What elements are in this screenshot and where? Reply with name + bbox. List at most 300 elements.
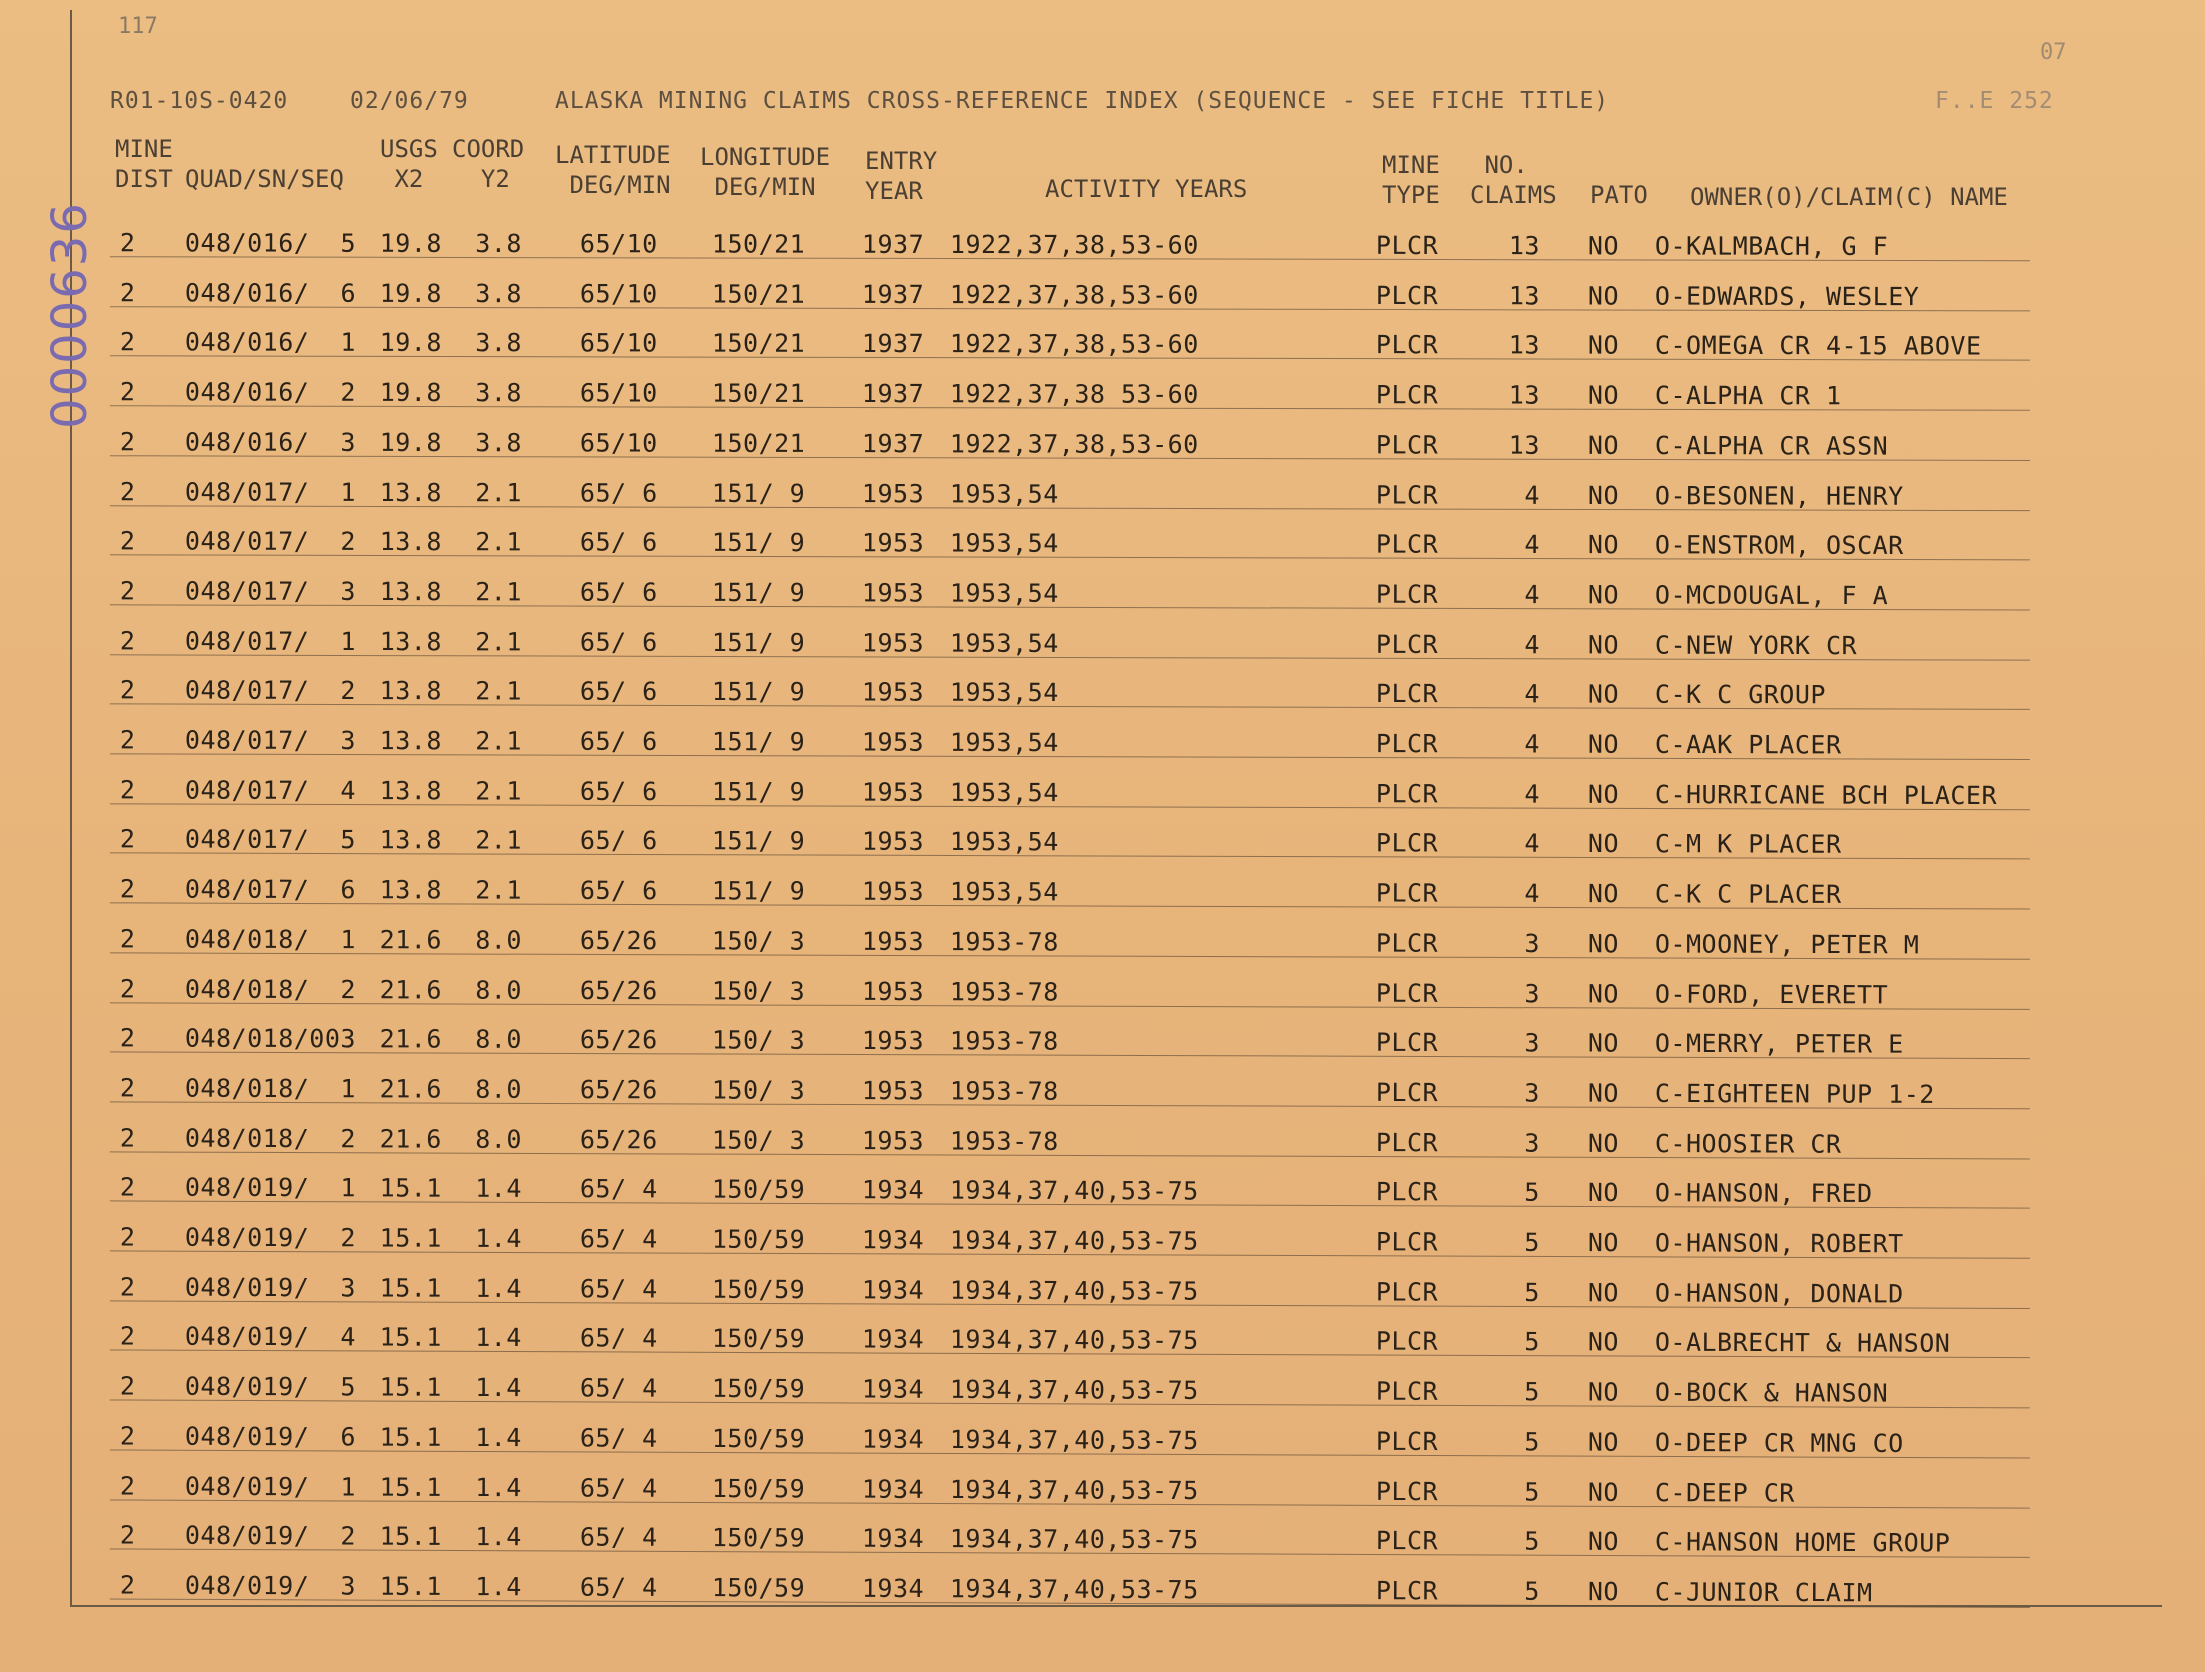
cell-lat: 65/ 6 bbox=[579, 826, 658, 856]
cell-lat: 65/ 4 bbox=[579, 1174, 658, 1204]
cell-y2: 8.0 bbox=[475, 1074, 522, 1104]
cell-act: 1953-78 bbox=[949, 1126, 1059, 1156]
cell-lon: 151/ 9 bbox=[711, 826, 806, 856]
cell-pato: NO bbox=[1587, 1277, 1620, 1308]
table-row bbox=[0, 1013, 2205, 1070]
table-row bbox=[0, 1361, 2205, 1419]
cell-x2: 21.6 bbox=[379, 1123, 442, 1154]
col-entry-year: ENTRY YEAR bbox=[865, 147, 938, 205]
cell-pato: NO bbox=[1587, 929, 1620, 959]
cell-lon: 150/21 bbox=[711, 229, 806, 259]
table-row bbox=[0, 367, 2205, 421]
table-row bbox=[0, 1510, 2205, 1569]
cell-quad: 048/017/ 2 bbox=[184, 526, 357, 557]
cell-type: PLCR bbox=[1375, 1177, 1439, 1207]
cell-claims: 5 bbox=[1524, 1377, 1540, 1407]
cell-owner: C-ALPHA CR 1 bbox=[1654, 380, 1842, 411]
cell-dist: 2 bbox=[119, 1222, 136, 1252]
cell-claims: 3 bbox=[1524, 1078, 1540, 1108]
cell-pato: NO bbox=[1587, 580, 1620, 610]
cell-year: 1953 bbox=[861, 578, 925, 608]
cell-owner: O-BESONEN, HENRY bbox=[1654, 480, 1904, 511]
cell-lon: 150/59 bbox=[711, 1423, 806, 1454]
cell-lon: 150/21 bbox=[711, 329, 806, 359]
cell-year: 1953 bbox=[861, 478, 925, 508]
cell-pato: NO bbox=[1587, 630, 1620, 660]
table-row bbox=[0, 715, 2205, 771]
table-row bbox=[0, 566, 2205, 621]
col-mine-dist: MINE DIST bbox=[115, 135, 173, 193]
cell-lat: 65/ 4 bbox=[579, 1323, 658, 1354]
cell-lat: 65/26 bbox=[579, 1025, 658, 1055]
cell-act: 1922,37,38 53-60 bbox=[949, 379, 1199, 409]
cell-claims: 4 bbox=[1524, 729, 1540, 759]
cell-owner: O-ALBRECHT & HANSON bbox=[1654, 1328, 1951, 1359]
cell-x2: 13.8 bbox=[379, 576, 442, 607]
cell-act: 1922,37,38,53-60 bbox=[949, 329, 1199, 360]
col-pato: PATO bbox=[1590, 181, 1648, 209]
cell-act: 1953,54 bbox=[949, 877, 1059, 907]
cell-year: 1953 bbox=[861, 926, 925, 956]
fiche-stamp: 0000636 bbox=[42, 201, 98, 429]
cell-dist: 2 bbox=[119, 476, 136, 506]
table-row bbox=[0, 914, 2205, 970]
cell-x2: 13.8 bbox=[379, 676, 442, 706]
cell-type: PLCR bbox=[1375, 1526, 1439, 1556]
cell-quad: 048/017/ 6 bbox=[184, 874, 357, 905]
cell-type: PLCR bbox=[1375, 1426, 1439, 1456]
table-row bbox=[0, 268, 2205, 322]
cell-x2: 19.8 bbox=[379, 278, 442, 308]
cell-x2: 21.6 bbox=[379, 1024, 442, 1054]
table-row bbox=[0, 1411, 2205, 1469]
cell-owner: O-MCDOUGAL, F A bbox=[1654, 580, 1889, 610]
cell-owner: O-HANSON, FRED bbox=[1654, 1178, 1873, 1209]
cell-type: PLCR bbox=[1375, 828, 1439, 858]
cell-year: 1953 bbox=[861, 1125, 925, 1155]
cell-pato: NO bbox=[1587, 1228, 1620, 1258]
cell-lat: 65/10 bbox=[579, 278, 658, 309]
cell-owner: C-OMEGA CR 4-15 ABOVE bbox=[1654, 331, 1982, 361]
cell-quad: 048/017/ 3 bbox=[184, 576, 357, 606]
cell-pato: NO bbox=[1587, 1427, 1620, 1457]
cell-x2: 15.1 bbox=[379, 1322, 442, 1353]
cell-type: PLCR bbox=[1375, 928, 1439, 958]
cell-owner: C-HANSON HOME GROUP bbox=[1654, 1527, 1951, 1558]
cell-y2: 1.4 bbox=[475, 1174, 522, 1204]
cell-dist: 2 bbox=[119, 576, 136, 606]
cell-act: 1934,37,40,53-75 bbox=[949, 1524, 1199, 1555]
cell-owner: O-HANSON, ROBERT bbox=[1654, 1228, 1904, 1259]
cell-claims: 5 bbox=[1524, 1427, 1540, 1457]
cell-act: 1953,54 bbox=[949, 727, 1059, 758]
cell-lon: 150/59 bbox=[711, 1174, 806, 1205]
cell-x2: 19.8 bbox=[379, 427, 442, 457]
cell-pato: NO bbox=[1587, 281, 1620, 311]
table-row bbox=[0, 317, 2205, 371]
cell-pato: NO bbox=[1587, 480, 1620, 510]
cell-owner: C-M K PLACER bbox=[1654, 829, 1842, 860]
cell-y2: 2.1 bbox=[475, 776, 522, 806]
cell-x2: 13.8 bbox=[379, 626, 442, 656]
cell-type: PLCR bbox=[1375, 1476, 1439, 1506]
cell-y2: 1.4 bbox=[475, 1323, 522, 1353]
cell-lon: 150/59 bbox=[711, 1374, 806, 1404]
cell-act: 1922,37,38,53-60 bbox=[949, 229, 1199, 260]
cell-year: 1934 bbox=[861, 1324, 925, 1355]
cell-quad: 048/019/ 3 bbox=[184, 1272, 357, 1303]
cell-act: 1953,54 bbox=[949, 827, 1059, 857]
cell-type: PLCR bbox=[1375, 778, 1439, 809]
cell-lon: 150/59 bbox=[711, 1324, 806, 1354]
cell-act: 1934,37,40,53-75 bbox=[949, 1275, 1199, 1306]
cell-type: PLCR bbox=[1375, 1027, 1439, 1058]
cell-claims: 13 bbox=[1508, 430, 1540, 460]
cell-lon: 151/ 9 bbox=[711, 627, 806, 657]
cell-x2: 15.1 bbox=[379, 1472, 442, 1502]
cell-lat: 65/ 6 bbox=[579, 875, 658, 906]
cell-quad: 048/018/ 1 bbox=[184, 924, 357, 954]
cell-lat: 65/ 4 bbox=[579, 1472, 658, 1503]
cell-lat: 65/10 bbox=[579, 328, 658, 358]
cell-x2: 15.1 bbox=[379, 1223, 442, 1253]
cell-claims: 4 bbox=[1524, 629, 1540, 659]
cell-owner: C-HOOSIER CR bbox=[1654, 1128, 1842, 1159]
cell-claims: 13 bbox=[1508, 330, 1540, 360]
cell-lat: 65/ 4 bbox=[579, 1273, 658, 1304]
cell-quad: 048/016/ 5 bbox=[184, 228, 357, 258]
cell-x2: 15.1 bbox=[379, 1372, 442, 1402]
cell-type: PLCR bbox=[1375, 529, 1439, 559]
table-row bbox=[0, 1560, 2205, 1619]
cell-x2: 19.8 bbox=[379, 328, 442, 358]
cell-type: PLCR bbox=[1375, 978, 1439, 1008]
cell-type: PLCR bbox=[1375, 1077, 1439, 1108]
cell-x2: 13.8 bbox=[379, 875, 442, 905]
cell-y2: 2.1 bbox=[475, 825, 522, 856]
cell-owner: O-ENSTROM, OSCAR bbox=[1654, 530, 1904, 561]
cell-act: 1953,54 bbox=[949, 777, 1059, 807]
cell-x2: 15.1 bbox=[379, 1273, 442, 1303]
cell-act: 1953-78 bbox=[949, 926, 1059, 957]
cell-quad: 048/019/ 1 bbox=[184, 1471, 357, 1502]
cell-lon: 150/ 3 bbox=[711, 1125, 806, 1155]
cell-pato: NO bbox=[1587, 1527, 1620, 1557]
cell-owner: C-ALPHA CR ASSN bbox=[1654, 430, 1889, 461]
cell-pato: NO bbox=[1587, 978, 1620, 1009]
cell-year: 1934 bbox=[861, 1523, 925, 1554]
cell-lon: 150/ 3 bbox=[711, 1075, 806, 1105]
cell-claims: 4 bbox=[1524, 829, 1540, 859]
cell-lon: 150/ 3 bbox=[711, 926, 806, 956]
cell-type: PLCR bbox=[1375, 1576, 1439, 1606]
cell-dist: 2 bbox=[119, 377, 136, 407]
cell-dist: 2 bbox=[119, 1272, 136, 1302]
cell-lat: 65/26 bbox=[579, 975, 658, 1005]
cell-lat: 65/26 bbox=[579, 925, 658, 955]
cell-pato: NO bbox=[1587, 430, 1620, 460]
cell-claims: 3 bbox=[1524, 1128, 1540, 1158]
table-row bbox=[0, 1162, 2205, 1219]
cell-owner: O-MOONEY, PETER M bbox=[1654, 929, 1920, 960]
cell-act: 1934,37,40,53-75 bbox=[949, 1424, 1199, 1455]
cell-y2: 8.0 bbox=[475, 975, 522, 1005]
cell-lon: 150/59 bbox=[711, 1573, 806, 1603]
cell-pato: NO bbox=[1587, 1128, 1620, 1158]
cell-act: 1922,37,38,53-60 bbox=[949, 429, 1199, 459]
cell-y2: 2.1 bbox=[475, 676, 522, 706]
cell-pato: NO bbox=[1587, 1377, 1620, 1407]
report-title: ALASKA MINING CLAIMS CROSS-REFERENCE INDEX (SEQUENCE - SEE FICHE TITLE) bbox=[555, 88, 1610, 114]
cell-claims: 4 bbox=[1524, 480, 1540, 510]
cell-lon: 151/ 9 bbox=[711, 528, 806, 558]
cell-quad: 048/016/ 2 bbox=[184, 377, 357, 407]
cell-lat: 65/10 bbox=[579, 229, 658, 259]
cell-dist: 2 bbox=[119, 1371, 136, 1401]
cell-year: 1953 bbox=[861, 1075, 925, 1106]
cell-lon: 150/21 bbox=[711, 378, 806, 408]
cell-dist: 2 bbox=[119, 327, 136, 357]
cell-type: PLCR bbox=[1375, 878, 1439, 908]
cell-act: 1953,54 bbox=[949, 528, 1059, 558]
cell-lon: 150/ 3 bbox=[711, 975, 806, 1006]
cell-quad: 048/019/ 6 bbox=[184, 1421, 357, 1452]
cell-year: 1937 bbox=[861, 329, 925, 359]
cell-type: PLCR bbox=[1375, 230, 1439, 261]
cell-act: 1953-78 bbox=[949, 1026, 1059, 1056]
cell-quad: 048/017/ 4 bbox=[184, 775, 357, 805]
cell-y2: 2.1 bbox=[475, 577, 522, 607]
table-row bbox=[0, 765, 2205, 821]
cell-lon: 151/ 9 bbox=[711, 677, 806, 707]
cell-year: 1953 bbox=[861, 727, 925, 757]
table-row bbox=[0, 1212, 2205, 1269]
cell-pato: NO bbox=[1587, 1028, 1620, 1058]
cell-year: 1937 bbox=[861, 379, 925, 409]
table-row bbox=[0, 1113, 2205, 1170]
cell-y2: 8.0 bbox=[475, 1024, 522, 1055]
cell-year: 1937 bbox=[861, 279, 925, 309]
cell-type: PLCR bbox=[1375, 679, 1439, 709]
cell-act: 1953-78 bbox=[949, 976, 1059, 1007]
cell-lon: 151/ 9 bbox=[711, 876, 806, 906]
cell-lat: 65/ 6 bbox=[579, 676, 658, 707]
cell-claims: 3 bbox=[1524, 928, 1540, 958]
cell-pato: NO bbox=[1587, 330, 1620, 361]
cell-x2: 21.6 bbox=[379, 974, 442, 1005]
cell-type: PLCR bbox=[1375, 1277, 1439, 1307]
cell-x2: 15.1 bbox=[379, 1521, 442, 1552]
report-id: R01-10S-0420 bbox=[110, 88, 289, 114]
cell-dist: 2 bbox=[119, 1073, 136, 1103]
cell-quad: 048/016/ 6 bbox=[184, 278, 357, 308]
col-longitude: LONGITUDE DEG/MIN bbox=[700, 143, 831, 201]
cell-dist: 2 bbox=[119, 228, 136, 258]
cell-pato: NO bbox=[1587, 829, 1620, 859]
cell-y2: 1.4 bbox=[475, 1422, 522, 1452]
cell-lat: 65/26 bbox=[579, 1124, 658, 1155]
cell-lon: 150/21 bbox=[711, 279, 806, 309]
cell-y2: 8.0 bbox=[475, 1124, 522, 1154]
cell-type: PLCR bbox=[1375, 330, 1439, 360]
cell-type: PLCR bbox=[1375, 1227, 1439, 1257]
cell-dist: 2 bbox=[119, 775, 136, 805]
cell-owner: C-K C PLACER bbox=[1654, 879, 1842, 910]
table-row bbox=[0, 616, 2205, 671]
cell-type: PLCR bbox=[1375, 629, 1439, 659]
cell-dist: 2 bbox=[119, 675, 136, 705]
cell-y2: 3.8 bbox=[475, 228, 522, 259]
cell-owner: O-BOCK & HANSON bbox=[1654, 1377, 1889, 1408]
cell-claims: 4 bbox=[1524, 879, 1540, 909]
col-x2: USGS X2 bbox=[380, 135, 438, 193]
cell-y2: 1.4 bbox=[475, 1373, 522, 1403]
cell-lon: 151/ 9 bbox=[711, 577, 806, 608]
cell-year: 1953 bbox=[861, 827, 925, 857]
cell-owner: O-KALMBACH, G F bbox=[1654, 231, 1889, 261]
cell-y2: 8.0 bbox=[475, 925, 522, 955]
cell-lon: 151/ 9 bbox=[711, 727, 806, 757]
cell-claims: 5 bbox=[1524, 1576, 1540, 1606]
cell-lat: 65/ 6 bbox=[579, 627, 658, 657]
cell-pato: NO bbox=[1587, 530, 1620, 560]
cell-claims: 5 bbox=[1524, 1277, 1540, 1307]
cell-type: PLCR bbox=[1375, 430, 1439, 460]
cell-dist: 2 bbox=[119, 1471, 136, 1501]
cell-owner: O-DEEP CR MNG CO bbox=[1654, 1427, 1904, 1458]
col-y2: COORD Y2 bbox=[452, 135, 525, 193]
cell-x2: 21.6 bbox=[379, 1074, 442, 1104]
cell-x2: 13.8 bbox=[379, 775, 442, 806]
cell-y2: 3.8 bbox=[475, 328, 522, 358]
table-row bbox=[0, 1262, 2205, 1320]
cell-type: PLCR bbox=[1375, 1127, 1439, 1157]
cell-claims: 4 bbox=[1524, 679, 1540, 709]
cell-lon: 150/ 3 bbox=[711, 1025, 806, 1055]
cell-lat: 65/10 bbox=[579, 378, 658, 408]
cell-quad: 048/018/ 2 bbox=[184, 1123, 357, 1153]
cell-year: 1953 bbox=[861, 876, 925, 907]
cell-act: 1934,37,40,53-75 bbox=[949, 1474, 1199, 1505]
cell-pato: NO bbox=[1587, 231, 1620, 261]
cell-quad: 048/019/ 2 bbox=[184, 1520, 357, 1551]
cell-lon: 150/21 bbox=[711, 428, 806, 458]
cell-owner: O-MERRY, PETER E bbox=[1654, 1028, 1904, 1059]
cell-act: 1934,37,40,53-75 bbox=[949, 1574, 1199, 1605]
cell-claims: 5 bbox=[1524, 1327, 1540, 1357]
cell-x2: 13.8 bbox=[379, 477, 442, 507]
cell-claims: 13 bbox=[1508, 380, 1540, 410]
col-owner-claim: OWNER(O)/CLAIM(C) NAME bbox=[1690, 183, 2008, 211]
cell-y2: 3.8 bbox=[475, 378, 522, 408]
cell-y2: 3.8 bbox=[475, 427, 522, 458]
cell-pato: NO bbox=[1587, 1178, 1620, 1208]
cell-pato: NO bbox=[1587, 729, 1620, 759]
cell-claims: 4 bbox=[1524, 530, 1540, 560]
cell-dist: 2 bbox=[119, 526, 136, 556]
cell-quad: 048/019/ 4 bbox=[184, 1322, 357, 1352]
cell-act: 1934,37,40,53-75 bbox=[949, 1374, 1199, 1406]
table-row bbox=[0, 864, 2205, 920]
cell-dist: 2 bbox=[119, 725, 136, 755]
cell-lat: 65/ 6 bbox=[579, 726, 658, 756]
cell-year: 1953 bbox=[861, 528, 925, 558]
cell-dist: 2 bbox=[119, 874, 136, 904]
cell-quad: 048/017/ 1 bbox=[184, 626, 357, 656]
page-number: F..E 252 bbox=[1935, 88, 2054, 114]
cell-owner: O-FORD, EVERETT bbox=[1654, 979, 1889, 1009]
cell-type: PLCR bbox=[1375, 479, 1439, 510]
cell-pato: NO bbox=[1587, 679, 1620, 709]
cell-act: 1953,54 bbox=[949, 628, 1059, 658]
cell-lat: 65/ 4 bbox=[579, 1522, 658, 1553]
cell-lat: 65/ 6 bbox=[579, 527, 658, 557]
cell-pato: NO bbox=[1587, 879, 1620, 909]
cell-y2: 1.4 bbox=[475, 1273, 522, 1303]
cell-claims: 3 bbox=[1524, 978, 1540, 1008]
cell-quad: 048/019/ 3 bbox=[184, 1570, 357, 1601]
cell-year: 1934 bbox=[861, 1474, 925, 1504]
cell-lon: 151/ 9 bbox=[711, 776, 806, 807]
cell-claims: 13 bbox=[1508, 231, 1540, 261]
cell-quad: 048/016/ 1 bbox=[184, 327, 357, 358]
report-date: 02/06/79 bbox=[350, 88, 469, 114]
cell-type: PLCR bbox=[1375, 729, 1439, 759]
top-right-mark: 07 bbox=[2040, 40, 2067, 65]
cell-quad: 048/017/ 2 bbox=[184, 675, 357, 706]
cell-x2: 19.8 bbox=[379, 228, 442, 258]
cell-lat: 65/26 bbox=[579, 1074, 658, 1105]
cell-y2: 2.1 bbox=[475, 477, 522, 507]
cell-lat: 65/ 4 bbox=[579, 1373, 658, 1403]
col-mine-type: MINE TYPE bbox=[1382, 151, 1440, 209]
cell-dist: 2 bbox=[119, 1520, 136, 1550]
col-quad: QUAD/SN/SEQ bbox=[185, 165, 344, 193]
cell-lat: 65/ 6 bbox=[579, 577, 658, 607]
cell-claims: 4 bbox=[1524, 580, 1540, 610]
cell-quad: 048/018/ 1 bbox=[184, 1073, 357, 1104]
cell-claims: 4 bbox=[1524, 779, 1540, 809]
cell-y2: 2.1 bbox=[475, 875, 522, 905]
cell-lon: 150/59 bbox=[711, 1523, 806, 1553]
cell-act: 1953-78 bbox=[949, 1076, 1059, 1106]
cell-year: 1953 bbox=[861, 777, 925, 807]
cell-x2: 21.6 bbox=[379, 925, 442, 955]
table-row bbox=[0, 1063, 2205, 1120]
cell-dist: 2 bbox=[119, 973, 136, 1003]
cell-y2: 2.1 bbox=[475, 726, 522, 756]
cell-x2: 15.1 bbox=[379, 1571, 442, 1601]
cell-act: 1934,37,40,53-75 bbox=[949, 1325, 1199, 1356]
cell-dist: 2 bbox=[119, 1023, 136, 1053]
cell-owner: C-DEEP CR bbox=[1654, 1477, 1795, 1508]
cell-quad: 048/019/ 1 bbox=[184, 1172, 357, 1203]
cell-act: 1953,54 bbox=[949, 478, 1059, 509]
cell-dist: 2 bbox=[119, 1172, 136, 1202]
cell-quad: 048/017/ 1 bbox=[184, 476, 357, 507]
cell-claims: 5 bbox=[1524, 1477, 1540, 1507]
col-latitude: LATITUDE DEG/MIN bbox=[555, 141, 671, 199]
cell-year: 1937 bbox=[861, 229, 925, 259]
cell-year: 1953 bbox=[861, 976, 925, 1006]
cell-year: 1934 bbox=[861, 1573, 925, 1604]
table-row bbox=[0, 814, 2205, 870]
cell-pato: NO bbox=[1587, 1327, 1620, 1357]
cell-x2: 19.8 bbox=[379, 377, 442, 408]
cell-lat: 65/10 bbox=[579, 428, 658, 458]
cell-claims: 13 bbox=[1508, 280, 1540, 311]
cell-owner: C-JUNIOR CLAIM bbox=[1654, 1577, 1873, 1608]
